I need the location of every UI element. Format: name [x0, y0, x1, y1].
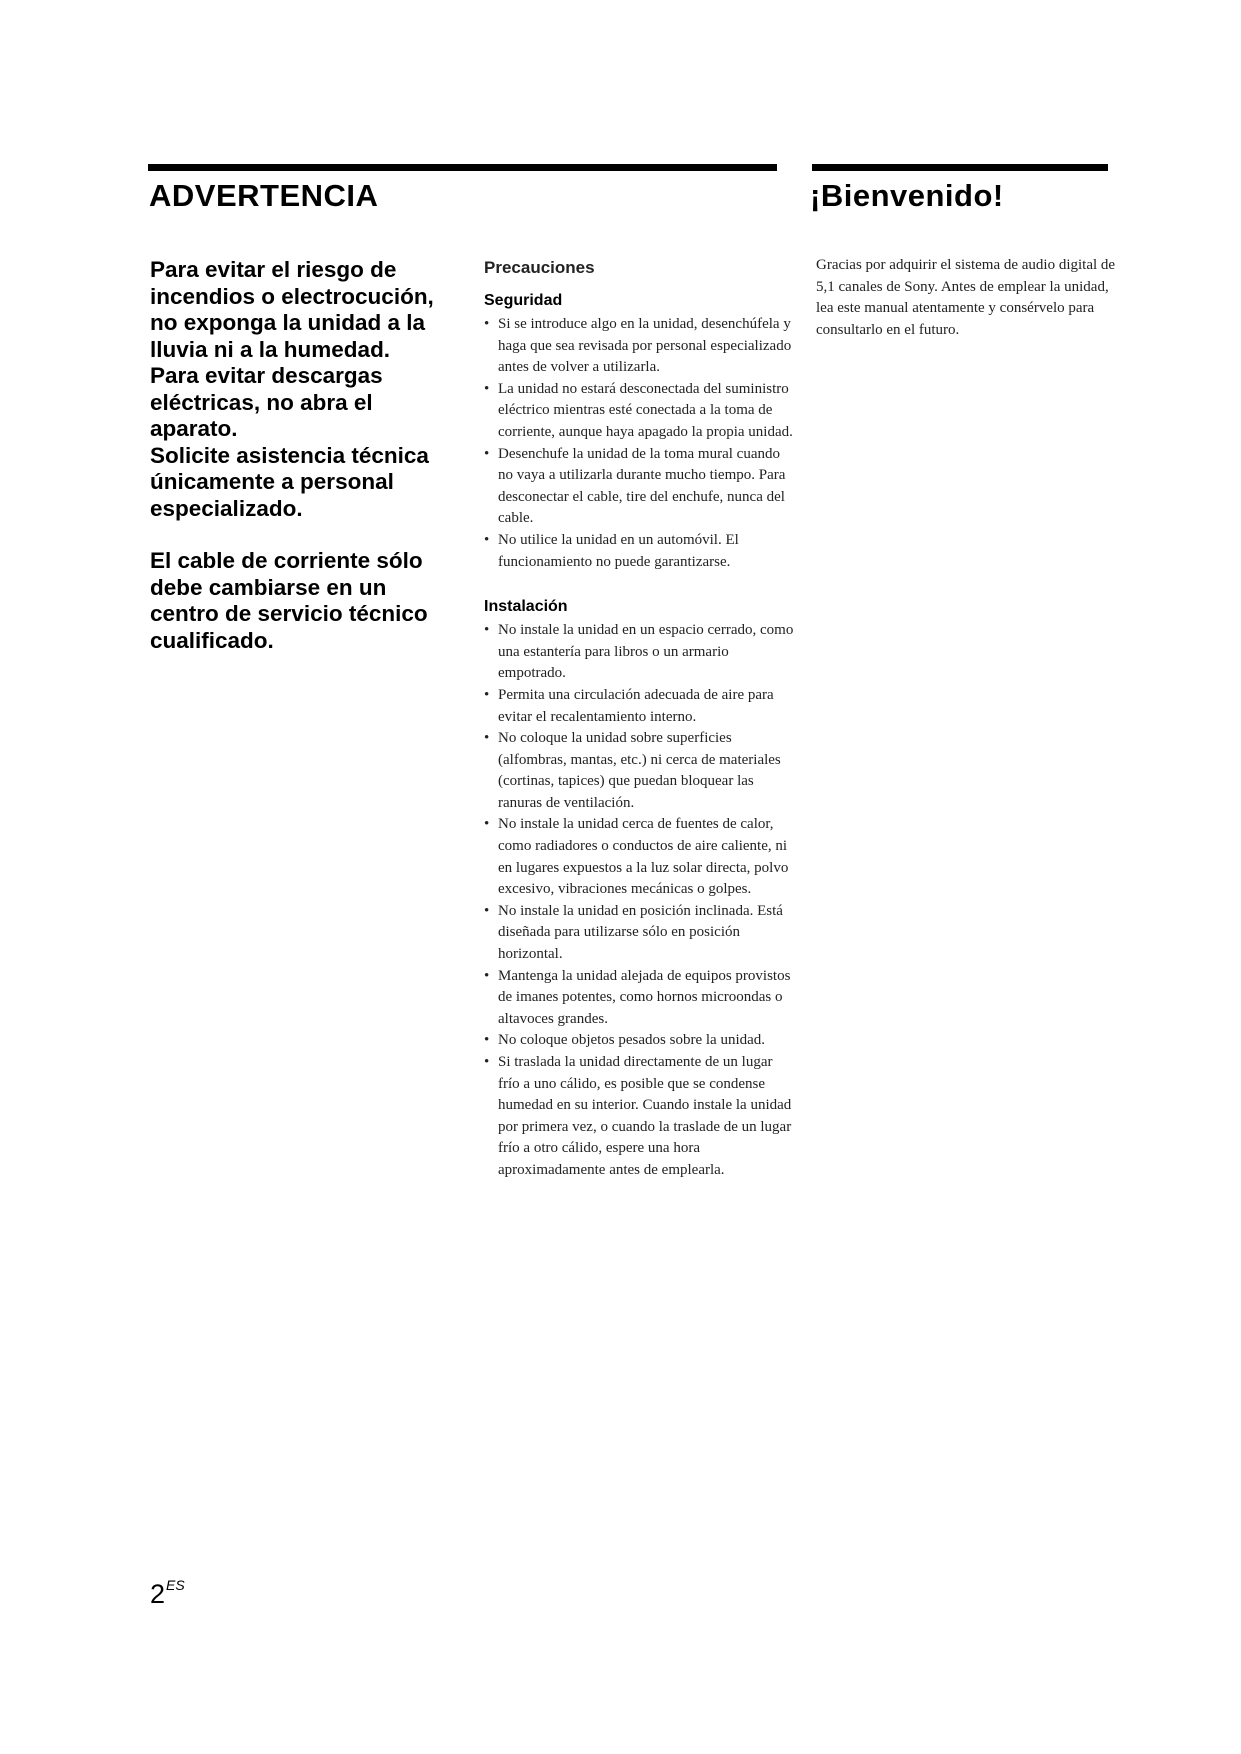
list-item: • No instale la unidad en posición inclinada. Está diseñada para utilizarse sólo en posición horizontal. — [484, 901, 794, 966]
list-item: • No instale la unidad cerca de fuentes de calor, como radiadores o conductos de aire caliente, ni en lugares expuestos a la luz solar directa, polvo excesivo, vibraciones mecánicas o golpes. — [484, 814, 794, 900]
list-item: • Permita una circulación adecuada de aire para evitar el recalentamiento interno. — [484, 685, 794, 728]
page-number: $2^{ES}$ — [150, 1577, 185, 1609]
bienvenido-rule — [812, 164, 1108, 171]
page-language-suffix: ES — [166, 1577, 185, 1593]
safety-list — [484, 314, 794, 573]
safety-heading: Seguridad — [484, 292, 563, 309]
list-item: • No utilice la unidad en un automóvil. El funcionamiento no puede garantizarse. — [484, 530, 794, 573]
warning-block — [150, 257, 455, 679]
list-item: • Si se introduce algo en la unidad, desenchúfela y haga que sea revisada por personal especializado antes de volver a utilizarla. — [484, 314, 794, 379]
list-item: • No instale la unidad en un espacio cerrado, como una estantería para libros o un armario empotrado. — [484, 620, 794, 685]
welcome-text: Gracias por adquirir el sistema de audio digital de 5,1 canales de Sony. Antes de emplear la unidad, lea este manual atentamente y consérvelo para consultarlo en el futuro. — [816, 257, 1116, 338]
list-item: • Si traslada la unidad directamente de un lugar frío a uno cálido, es posible que se condense humedad en su interior. Cuando instale la unidad por primera vez, o cuando la traslade de un lugar frío a otro cálido, espere una hora aproximadamente antes de emplearla. — [484, 1052, 794, 1182]
warning-paragraph: Para evitar el riesgo de incendios o electrocución, no exponga la unidad a la lluvia ni a la humedad. Para evitar descargas eléctricas, no abra el aparato. Solicite asistencia técnica únicamente a personal especializado. — [150, 257, 434, 521]
list-item: • No coloque la unidad sobre superficies (alfombras, mantas, etc.) ni cerca de materiales (cortinas, tapices) que puedan bloquear las ranuras de ventilación. — [484, 728, 794, 814]
advertencia-title: ADVERTENCIA — [149, 178, 379, 213]
cable-warning-paragraph: El cable de corriente sólo debe cambiarse en un centro de servicio técnico cualificado. — [150, 548, 428, 653]
installation-heading: Instalación — [484, 598, 568, 616]
precautions-column — [484, 258, 794, 1182]
list-item: • Desenchufe la unidad de la toma mural cuando no vaya a utilizarla durante mucho tiempo. Para desconectar el cable, tire del enchufe, nunca del cable. — [484, 444, 794, 530]
precautions-heading: Precauciones — [484, 258, 595, 277]
list-item: • Mantenga la unidad alejada de equipos provistos de imanes potentes, como hornos microondas o altavoces grandes. — [484, 966, 794, 1031]
advertencia-rule — [148, 164, 777, 171]
bienvenido-title: ¡Bienvenido! — [810, 178, 1004, 213]
installation-list — [484, 620, 794, 1181]
list-item: • No coloque objetos pesados sobre la unidad. — [484, 1030, 794, 1052]
list-item: • La unidad no estará desconectada del suministro eléctrico mientras esté conectada a la toma de corriente, aunque haya apagado la propia unidad. — [484, 379, 794, 444]
